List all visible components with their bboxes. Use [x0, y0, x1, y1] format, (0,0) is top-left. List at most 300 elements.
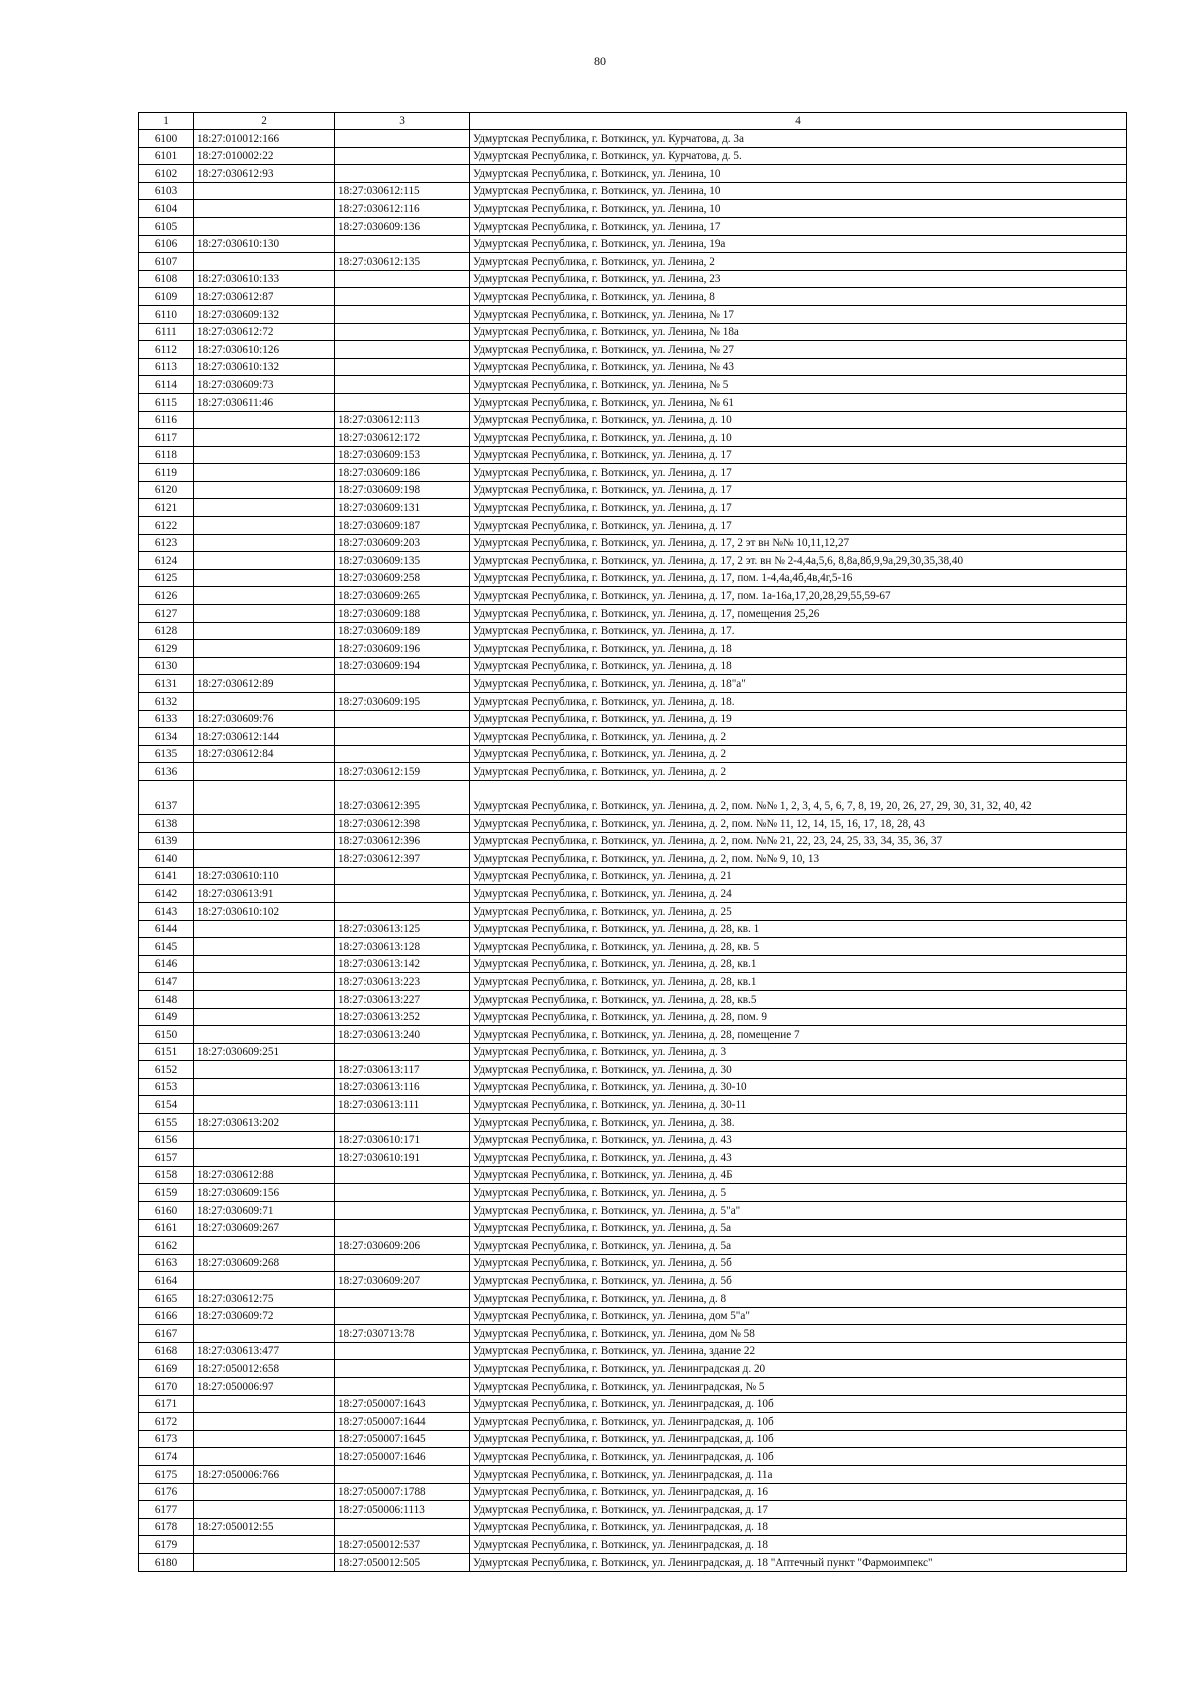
address-cell: Удмуртская Республика, г. Воткинск, ул. Ленина, 2 — [470, 253, 1127, 271]
table-row — [139, 1430, 1127, 1448]
row-number-cell: 6173 — [139, 1430, 194, 1448]
cadastral-number-cell: 18:27:030611:46 — [194, 393, 335, 411]
table-row — [139, 867, 1127, 885]
table-row — [139, 1237, 1127, 1255]
row-number-cell: 6102 — [139, 165, 194, 183]
row-number-cell: 6118 — [139, 446, 194, 464]
row-number-cell: 6111 — [139, 323, 194, 341]
row-number-cell: 6168 — [139, 1342, 194, 1360]
row-number-cell: 6156 — [139, 1131, 194, 1149]
linked-cadastral-number-cell — [335, 1043, 470, 1061]
linked-cadastral-number-cell: 18:27:030612:172 — [335, 429, 470, 447]
cadastral-number-cell: 18:27:030612:75 — [194, 1290, 335, 1308]
address-cell: Удмуртская Республика, г. Воткинск, ул. Курчатова, д. 3а — [470, 130, 1127, 148]
table-row — [139, 305, 1127, 323]
address-cell: Удмуртская Республика, г. Воткинск, ул. Ленина, д. 18"а" — [470, 675, 1127, 693]
cadastral-number-cell — [194, 446, 335, 464]
address-cell: Удмуртская Республика, г. Воткинск, ул. Ленина, 10 — [470, 200, 1127, 218]
linked-cadastral-number-cell — [335, 885, 470, 903]
table-row — [139, 288, 1127, 306]
linked-cadastral-number-cell — [335, 1377, 470, 1395]
table-row — [139, 1483, 1127, 1501]
table-row — [139, 1078, 1127, 1096]
linked-cadastral-number-cell — [335, 902, 470, 920]
page-number: 80 — [594, 54, 606, 68]
row-number-cell: 6152 — [139, 1061, 194, 1079]
address-cell: Удмуртская Республика, г. Воткинск, ул. Ленина, д. 5б — [470, 1272, 1127, 1290]
table-row — [139, 990, 1127, 1008]
address-cell: Удмуртская Республика, г. Воткинск, ул. Ленина, д. 17 — [470, 499, 1127, 517]
table-row — [139, 1536, 1127, 1554]
header-row — [139, 113, 1127, 130]
cadastral-number-cell — [194, 990, 335, 1008]
address-cell: Удмуртская Республика, г. Воткинск, ул. Ленина, д. 3 — [470, 1043, 1127, 1061]
cadastral-number-cell — [194, 552, 335, 570]
linked-cadastral-number-cell: 18:27:030613:252 — [335, 1008, 470, 1026]
address-cell: Удмуртская Республика, г. Воткинск, ул. Ленина, № 5 — [470, 376, 1127, 394]
row-number-cell: 6142 — [139, 885, 194, 903]
table-row — [139, 1395, 1127, 1413]
row-number-cell: 6174 — [139, 1448, 194, 1466]
address-cell: Удмуртская Республика, г. Воткинск, ул. Ленина, 8 — [470, 288, 1127, 306]
address-cell: Удмуртская Республика, г. Воткинск, ул. Ленина, д. 28, кв. 5 — [470, 938, 1127, 956]
row-number-cell: 6154 — [139, 1096, 194, 1114]
cadastral-number-cell: 18:27:030610:130 — [194, 235, 335, 253]
row-number-cell: 6162 — [139, 1237, 194, 1255]
row-number-cell: 6135 — [139, 745, 194, 763]
row-number-cell: 6175 — [139, 1465, 194, 1483]
address-cell: Удмуртская Республика, г. Воткинск, ул. Ленина, д. 43 — [470, 1149, 1127, 1167]
column-header-3: 3 — [335, 113, 470, 130]
linked-cadastral-number-cell: 18:27:050012:505 — [335, 1553, 470, 1571]
table-row — [139, 147, 1127, 165]
linked-cadastral-number-cell — [335, 288, 470, 306]
cadastral-number-cell — [194, 1149, 335, 1167]
address-cell: Удмуртская Республика, г. Воткинск, ул. Ленина, д. 28, кв.1 — [470, 955, 1127, 973]
address-cell: Удмуртская Республика, г. Воткинск, ул. Ленина, 10 — [470, 182, 1127, 200]
address-cell: Удмуртская Республика, г. Воткинск, ул. Ленина, № 27 — [470, 341, 1127, 359]
table-row — [139, 341, 1127, 359]
table-row — [139, 534, 1127, 552]
row-number-cell: 6104 — [139, 200, 194, 218]
address-cell: Удмуртская Республика, г. Воткинск, ул. Ленина, д. 28, помещение 7 — [470, 1026, 1127, 1044]
table-row — [139, 1061, 1127, 1079]
column-header-4: 4 — [470, 113, 1127, 130]
table-row — [139, 745, 1127, 763]
cadastral-number-cell: 18:27:030612:88 — [194, 1166, 335, 1184]
row-number-cell: 6141 — [139, 867, 194, 885]
row-number-cell: 6124 — [139, 552, 194, 570]
row-number-cell: 6139 — [139, 832, 194, 850]
row-number-cell: 6128 — [139, 622, 194, 640]
cadastral-number-cell — [194, 1430, 335, 1448]
table-row — [139, 938, 1127, 956]
address-cell: Удмуртская Республика, г. Воткинск, ул. Ленина, д. 18. — [470, 693, 1127, 711]
linked-cadastral-number-cell — [335, 341, 470, 359]
table-row — [139, 1184, 1127, 1202]
linked-cadastral-number-cell: 18:27:030609:198 — [335, 481, 470, 499]
table-row — [139, 358, 1127, 376]
cadastral-number-cell: 18:27:050006:97 — [194, 1377, 335, 1395]
cadastral-number-cell: 18:27:030609:72 — [194, 1307, 335, 1325]
linked-cadastral-number-cell — [335, 1342, 470, 1360]
table-row — [139, 902, 1127, 920]
cadastral-number-cell — [194, 1131, 335, 1149]
row-number-cell: 6163 — [139, 1254, 194, 1272]
address-cell: Удмуртская Республика, г. Воткинск, ул. Ленина, 23 — [470, 270, 1127, 288]
address-cell: Удмуртская Республика, г. Воткинск, ул. Ленина, № 18а — [470, 323, 1127, 341]
table-row — [139, 517, 1127, 535]
linked-cadastral-number-cell — [335, 1518, 470, 1536]
address-cell: Удмуртская Республика, г. Воткинск, ул. Ленина, здание 22 — [470, 1342, 1127, 1360]
table-row — [139, 605, 1127, 623]
linked-cadastral-number-cell: 18:27:050006:1113 — [335, 1501, 470, 1519]
row-number-cell: 6131 — [139, 675, 194, 693]
cadastral-number-cell: 18:27:030610:126 — [194, 341, 335, 359]
linked-cadastral-number-cell: 18:27:030613:142 — [335, 955, 470, 973]
table-row — [139, 376, 1127, 394]
linked-cadastral-number-cell — [335, 147, 470, 165]
table-row — [139, 499, 1127, 517]
address-cell: Удмуртская Республика, г. Воткинск, ул. Ленина, д. 17, 2 эт. вн № 2-4,4а,5,6, 8,8а,8б,9,9а,29,30,35,38,40 — [470, 552, 1127, 570]
linked-cadastral-number-cell: 18:27:030609:135 — [335, 552, 470, 570]
row-number-cell: 6149 — [139, 1008, 194, 1026]
row-number-cell: 6112 — [139, 341, 194, 359]
linked-cadastral-number-cell: 18:27:030609:207 — [335, 1272, 470, 1290]
table-row — [139, 1413, 1127, 1431]
address-cell: Удмуртская Республика, г. Воткинск, ул. Ленинградская, д. 10б — [470, 1413, 1127, 1431]
row-number-cell: 6107 — [139, 253, 194, 271]
cadastral-number-cell: 18:27:030613:91 — [194, 885, 335, 903]
linked-cadastral-number-cell — [335, 358, 470, 376]
address-cell: Удмуртская Республика, г. Воткинск, ул. Ленинградская, д. 16 — [470, 1483, 1127, 1501]
row-number-cell: 6145 — [139, 938, 194, 956]
table-row — [139, 235, 1127, 253]
row-number-cell: 6146 — [139, 955, 194, 973]
address-cell: Удмуртская Республика, г. Воткинск, ул. Ленинградская, д. 18 — [470, 1518, 1127, 1536]
table-row — [139, 1448, 1127, 1466]
linked-cadastral-number-cell — [335, 1465, 470, 1483]
cadastral-number-cell — [194, 253, 335, 271]
cadastral-number-cell — [194, 182, 335, 200]
address-cell: Удмуртская Республика, г. Воткинск, ул. Ленина, № 17 — [470, 305, 1127, 323]
row-number-cell: 6180 — [139, 1553, 194, 1571]
row-number-cell: 6114 — [139, 376, 194, 394]
address-cell: Удмуртская Республика, г. Воткинск, ул. Ленина, 19а — [470, 235, 1127, 253]
cadastral-number-cell — [194, 587, 335, 605]
cadastral-number-cell: 18:27:030609:156 — [194, 1184, 335, 1202]
linked-cadastral-number-cell: 18:27:030609:136 — [335, 217, 470, 235]
cadastral-number-cell — [194, 605, 335, 623]
cadastral-number-cell: 18:27:030610:133 — [194, 270, 335, 288]
row-number-cell: 6121 — [139, 499, 194, 517]
cadastral-number-cell: 18:27:030612:93 — [194, 165, 335, 183]
address-cell: Удмуртская Республика, г. Воткинск, ул. Ленина, д. 28, кв.1 — [470, 973, 1127, 991]
table-row — [139, 481, 1127, 499]
linked-cadastral-number-cell: 18:27:030612:113 — [335, 411, 470, 429]
address-cell: Удмуртская Республика, г. Воткинск, ул. Ленина, № 61 — [470, 393, 1127, 411]
linked-cadastral-number-cell — [335, 1114, 470, 1132]
linked-cadastral-number-cell: 18:27:030609:258 — [335, 569, 470, 587]
address-cell: Удмуртская Республика, г. Воткинск, ул. Ленина, д. 28, кв.5 — [470, 990, 1127, 1008]
table-row — [139, 1131, 1127, 1149]
address-cell: Удмуртская Республика, г. Воткинск, ул. Ленина, дом № 58 — [470, 1325, 1127, 1343]
row-number-cell: 6170 — [139, 1377, 194, 1395]
cadastral-number-cell: 18:27:030609:71 — [194, 1202, 335, 1220]
linked-cadastral-number-cell: 18:27:030609:194 — [335, 657, 470, 675]
table-row — [139, 850, 1127, 868]
address-cell: Удмуртская Республика, г. Воткинск, ул. Ленина, д. 2 — [470, 763, 1127, 781]
linked-cadastral-number-cell: 18:27:030613:227 — [335, 990, 470, 1008]
table-row — [139, 165, 1127, 183]
table-row — [139, 640, 1127, 658]
linked-cadastral-number-cell: 18:27:030609:265 — [335, 587, 470, 605]
table-row — [139, 973, 1127, 991]
table-row — [139, 1114, 1127, 1132]
cadastral-number-cell: 18:27:030610:110 — [194, 867, 335, 885]
address-cell: Удмуртская Республика, г. Воткинск, ул. Ленина, д. 2, пом. №№ 21, 22, 23, 24, 25, 33, 34, 35, 36, 37 — [470, 832, 1127, 850]
cadastral-number-cell — [194, 1272, 335, 1290]
cadastral-number-cell: 18:27:050006:766 — [194, 1465, 335, 1483]
cadastral-number-cell — [194, 1483, 335, 1501]
table-row — [139, 763, 1127, 781]
cadastral-number-cell — [194, 640, 335, 658]
linked-cadastral-number-cell: 18:27:030609:203 — [335, 534, 470, 552]
table-row — [139, 1272, 1127, 1290]
table-row — [139, 1166, 1127, 1184]
cadastral-number-cell — [194, 1026, 335, 1044]
table-row — [139, 955, 1127, 973]
address-cell: Удмуртская Республика, г. Воткинск, ул. Ленинградская, д. 10б — [470, 1395, 1127, 1413]
address-cell: Удмуртская Республика, г. Воткинск, ул. Ленина, д. 17, пом. 1-4,4а,4б,4в,4г,5-16 — [470, 569, 1127, 587]
table-row — [139, 710, 1127, 728]
row-number-cell: 6113 — [139, 358, 194, 376]
row-number-cell: 6164 — [139, 1272, 194, 1290]
row-number-cell: 6116 — [139, 411, 194, 429]
linked-cadastral-number-cell — [335, 323, 470, 341]
address-cell: Удмуртская Республика, г. Воткинск, ул. Ленина, д. 18 — [470, 640, 1127, 658]
linked-cadastral-number-cell: 18:27:030612:395 — [335, 780, 470, 814]
address-cell: Удмуртская Республика, г. Воткинск, ул. Ленина, д. 5а — [470, 1237, 1127, 1255]
cadastral-number-cell: 18:27:030609:73 — [194, 376, 335, 394]
table-row — [139, 675, 1127, 693]
address-cell: Удмуртская Республика, г. Воткинск, ул. Ленина, д. 10 — [470, 429, 1127, 447]
table-row — [139, 657, 1127, 675]
address-cell: Удмуртская Республика, г. Воткинск, ул. Ленина, д. 43 — [470, 1131, 1127, 1149]
row-number-cell: 6177 — [139, 1501, 194, 1519]
cadastral-number-cell — [194, 1553, 335, 1571]
row-number-cell: 6151 — [139, 1043, 194, 1061]
row-number-cell: 6122 — [139, 517, 194, 535]
row-number-cell: 6140 — [139, 850, 194, 868]
linked-cadastral-number-cell: 18:27:050007:1788 — [335, 1483, 470, 1501]
linked-cadastral-number-cell: 18:27:050007:1645 — [335, 1430, 470, 1448]
cadastral-number-cell — [194, 1061, 335, 1079]
row-number-cell: 6165 — [139, 1290, 194, 1308]
cadastral-number-cell — [194, 763, 335, 781]
cadastral-number-cell — [194, 517, 335, 535]
table-row — [139, 200, 1127, 218]
address-cell: Удмуртская Республика, г. Воткинск, ул. Ленинградская, д. 18 — [470, 1536, 1127, 1554]
cadastral-number-cell — [194, 850, 335, 868]
linked-cadastral-number-cell: 18:27:030612:159 — [335, 763, 470, 781]
cadastral-number-cell: 18:27:030609:132 — [194, 305, 335, 323]
table-row — [139, 780, 1127, 814]
linked-cadastral-number-cell — [335, 1360, 470, 1378]
cadastral-number-cell — [194, 429, 335, 447]
row-number-cell: 6169 — [139, 1360, 194, 1378]
cadastral-number-cell: 18:27:030609:251 — [194, 1043, 335, 1061]
address-cell: Удмуртская Республика, г. Воткинск, ул. Ленина, д. 2, пом. №№ 11, 12, 14, 15, 16, 17, 18, 28, 43 — [470, 814, 1127, 832]
row-number-cell: 6176 — [139, 1483, 194, 1501]
cadastral-number-cell — [194, 1413, 335, 1431]
linked-cadastral-number-cell: 18:27:030613:117 — [335, 1061, 470, 1079]
address-cell: Удмуртская Республика, г. Воткинск, ул. Ленина, д. 30 — [470, 1061, 1127, 1079]
row-number-cell: 6106 — [139, 235, 194, 253]
cadastral-number-cell — [194, 920, 335, 938]
row-number-cell: 6143 — [139, 902, 194, 920]
linked-cadastral-number-cell — [335, 710, 470, 728]
linked-cadastral-number-cell: 18:27:030613:125 — [335, 920, 470, 938]
cadastral-number-cell: 18:27:030612:87 — [194, 288, 335, 306]
table-row — [139, 217, 1127, 235]
linked-cadastral-number-cell — [335, 675, 470, 693]
linked-cadastral-number-cell — [335, 1184, 470, 1202]
linked-cadastral-number-cell: 18:27:030609:188 — [335, 605, 470, 623]
row-number-cell: 6123 — [139, 534, 194, 552]
cadastral-number-cell — [194, 693, 335, 711]
cadastral-number-cell: 18:27:030610:102 — [194, 902, 335, 920]
cadastral-number-cell — [194, 1078, 335, 1096]
linked-cadastral-number-cell — [335, 235, 470, 253]
cadastral-number-cell — [194, 217, 335, 235]
table-row — [139, 622, 1127, 640]
address-cell: Удмуртская Республика, г. Воткинск, ул. Ленина, д. 38. — [470, 1114, 1127, 1132]
row-number-cell: 6167 — [139, 1325, 194, 1343]
row-number-cell: 6179 — [139, 1536, 194, 1554]
cadastral-number-cell — [194, 622, 335, 640]
table-row — [139, 1501, 1127, 1519]
linked-cadastral-number-cell: 18:27:050012:537 — [335, 1536, 470, 1554]
cadastral-number-cell — [194, 200, 335, 218]
cadastral-number-cell — [194, 1008, 335, 1026]
address-cell: Удмуртская Республика, г. Воткинск, ул. Ленина, д. 17 — [470, 464, 1127, 482]
address-cell: Удмуртская Республика, г. Воткинск, ул. Ленина, д. 4Б — [470, 1166, 1127, 1184]
cadastral-number-cell: 18:27:030610:132 — [194, 358, 335, 376]
row-number-cell: 6136 — [139, 763, 194, 781]
row-number-cell: 6125 — [139, 569, 194, 587]
address-cell: Удмуртская Республика, г. Воткинск, ул. Ленина, д. 5 — [470, 1184, 1127, 1202]
cadastral-number-cell — [194, 534, 335, 552]
linked-cadastral-number-cell — [335, 1166, 470, 1184]
address-cell: Удмуртская Республика, г. Воткинск, ул. Ленина, д. 17. — [470, 622, 1127, 640]
table-row — [139, 1149, 1127, 1167]
linked-cadastral-number-cell: 18:27:030612:135 — [335, 253, 470, 271]
cadastral-number-cell — [194, 464, 335, 482]
linked-cadastral-number-cell — [335, 305, 470, 323]
linked-cadastral-number-cell — [335, 393, 470, 411]
linked-cadastral-number-cell: 18:27:030610:171 — [335, 1131, 470, 1149]
table-row — [139, 130, 1127, 148]
row-number-cell: 6120 — [139, 481, 194, 499]
row-number-cell: 6147 — [139, 973, 194, 991]
table-row — [139, 393, 1127, 411]
table-row — [139, 1026, 1127, 1044]
table-row — [139, 693, 1127, 711]
cadastral-number-cell — [194, 1536, 335, 1554]
table-row — [139, 182, 1127, 200]
cadastral-number-cell — [194, 1501, 335, 1519]
linked-cadastral-number-cell: 18:27:030613:240 — [335, 1026, 470, 1044]
table-row — [139, 728, 1127, 746]
table-row — [139, 920, 1127, 938]
address-cell: Удмуртская Республика, г. Воткинск, ул. Ленина, д. 8 — [470, 1290, 1127, 1308]
address-cell: Удмуртская Республика, г. Воткинск, ул. Ленина, д. 2 — [470, 728, 1127, 746]
table-row — [139, 1553, 1127, 1571]
address-cell: Удмуртская Республика, г. Воткинск, ул. Ленина, д. 5а — [470, 1219, 1127, 1237]
address-cell: Удмуртская Республика, г. Воткинск, ул. Ленина, д. 10 — [470, 411, 1127, 429]
cadastral-number-cell — [194, 955, 335, 973]
row-number-cell: 6100 — [139, 130, 194, 148]
cadastral-number-cell — [194, 1237, 335, 1255]
linked-cadastral-number-cell: 18:27:030610:191 — [335, 1149, 470, 1167]
linked-cadastral-number-cell: 18:27:030612:116 — [335, 200, 470, 218]
table-row — [139, 814, 1127, 832]
address-cell: Удмуртская Республика, г. Воткинск, ул. Ленина, д. 17 — [470, 446, 1127, 464]
cadastral-number-cell: 18:27:030613:202 — [194, 1114, 335, 1132]
address-cell: Удмуртская Республика, г. Воткинск, ул. Ленина, д. 28, кв. 1 — [470, 920, 1127, 938]
table-row — [139, 552, 1127, 570]
linked-cadastral-number-cell — [335, 1202, 470, 1220]
linked-cadastral-number-cell: 18:27:030613:128 — [335, 938, 470, 956]
row-number-cell: 6178 — [139, 1518, 194, 1536]
linked-cadastral-number-cell — [335, 745, 470, 763]
table-row — [139, 1342, 1127, 1360]
table-row — [139, 1202, 1127, 1220]
row-number-cell: 6126 — [139, 587, 194, 605]
row-number-cell: 6144 — [139, 920, 194, 938]
address-cell: Удмуртская Республика, г. Воткинск, ул. Ленина, д. 2 — [470, 745, 1127, 763]
table-row — [139, 1096, 1127, 1114]
address-cell: Удмуртская Республика, г. Воткинск, ул. Ленина, д. 17 — [470, 481, 1127, 499]
address-cell: Удмуртская Республика, г. Воткинск, ул. Ленина, д. 2, пом. №№ 9, 10, 13 — [470, 850, 1127, 868]
cadastral-number-cell: 18:27:030613:477 — [194, 1342, 335, 1360]
row-number-cell: 6153 — [139, 1078, 194, 1096]
linked-cadastral-number-cell — [335, 376, 470, 394]
cadastral-number-cell: 18:27:030612:72 — [194, 323, 335, 341]
row-number-cell: 6115 — [139, 393, 194, 411]
row-number-cell: 6155 — [139, 1114, 194, 1132]
linked-cadastral-number-cell: 18:27:030609:131 — [335, 499, 470, 517]
cadastral-number-cell — [194, 814, 335, 832]
table-row — [139, 253, 1127, 271]
cadastral-number-cell: 18:27:010002:22 — [194, 147, 335, 165]
cadastral-number-cell: 18:27:030609:76 — [194, 710, 335, 728]
cadastral-number-cell: 18:27:030612:144 — [194, 728, 335, 746]
linked-cadastral-number-cell — [335, 270, 470, 288]
linked-cadastral-number-cell: 18:27:030613:116 — [335, 1078, 470, 1096]
row-number-cell: 6132 — [139, 693, 194, 711]
address-cell: Удмуртская Республика, г. Воткинск, ул. Ленина, 10 — [470, 165, 1127, 183]
cadastral-number-cell — [194, 411, 335, 429]
row-number-cell: 6150 — [139, 1026, 194, 1044]
row-number-cell: 6133 — [139, 710, 194, 728]
row-number-cell: 6161 — [139, 1219, 194, 1237]
address-cell: Удмуртская Республика, г. Воткинск, ул. Ленина, д. 30-11 — [470, 1096, 1127, 1114]
cadastral-number-cell — [194, 657, 335, 675]
row-number-cell: 6148 — [139, 990, 194, 1008]
address-cell: Удмуртская Республика, г. Воткинск, ул. Ленина, д. 19 — [470, 710, 1127, 728]
